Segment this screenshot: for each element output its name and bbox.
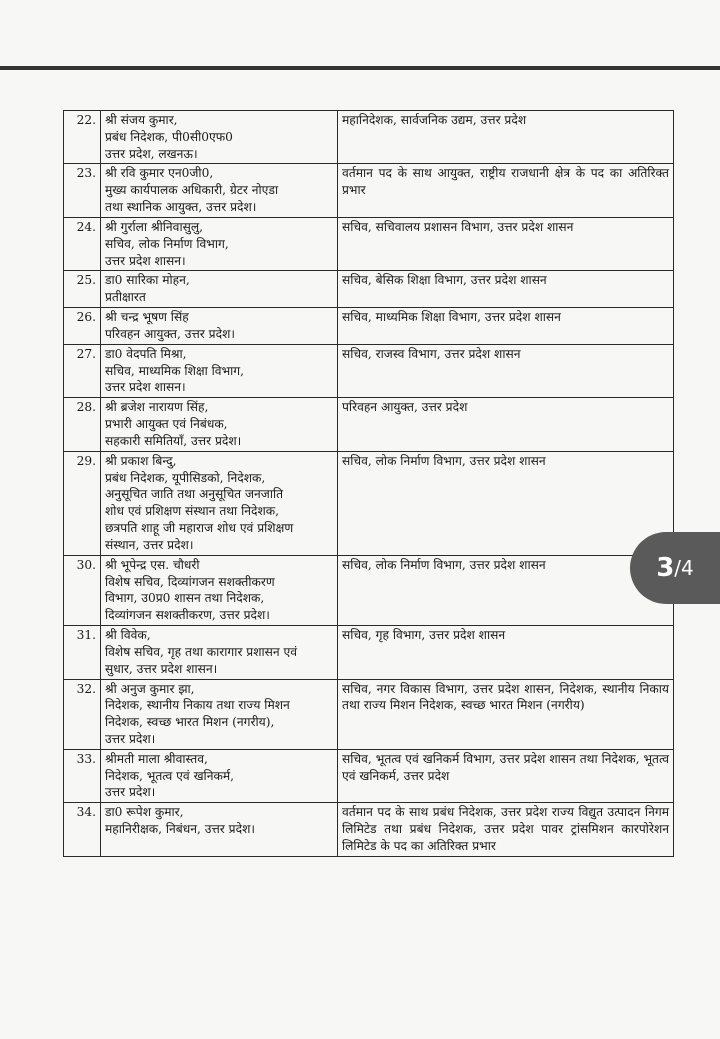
officer-current-post xyxy=(101,308,338,345)
new-posting: महानिदेशक, सार्वजनिक उद्यम, उत्तर प्रदेश xyxy=(338,111,674,164)
table-row xyxy=(64,164,674,217)
officer-line: डा0 वेदपति मिश्रा, xyxy=(105,346,187,361)
new-posting: सचिव, लोक निर्माण विभाग, उत्तर प्रदेश शासन xyxy=(338,451,674,555)
table-row xyxy=(64,803,674,856)
officer-line: श्री विवेक, xyxy=(105,628,151,643)
table-row xyxy=(64,679,674,749)
table-row xyxy=(64,271,674,308)
new-posting: सचिव, गृह विभाग, उत्तर प्रदेश शासन xyxy=(338,626,674,679)
new-posting: सचिव, राजस्व विभाग, उत्तर प्रदेश शासन xyxy=(338,344,674,397)
officer-line: श्री अनुज कुमार झा, xyxy=(105,681,195,696)
officer-line: विशेष सचिव, गृह तथा कारागार प्रशासन एवं xyxy=(105,644,298,659)
officer-line: श्री चन्द्र भूषण सिंह xyxy=(105,310,189,325)
officer-line: डा0 सारिका मोहन, xyxy=(105,273,190,288)
table-row xyxy=(64,308,674,345)
officer-line: परिवहन आयुक्त, उत्तर प्रदेश। xyxy=(105,326,235,341)
officer-current-post xyxy=(101,344,338,397)
row-number: 26. xyxy=(64,308,101,345)
officer-line: श्री प्रकाश बिन्दु, xyxy=(105,453,177,468)
new-posting: सचिव, लोक निर्माण विभाग, उत्तर प्रदेश शासन xyxy=(338,555,674,625)
officer-line: निदेशक, स्वच्छ भारत मिशन (नगरीय), xyxy=(105,715,275,730)
page-current: 3 xyxy=(656,553,675,583)
row-number: 23. xyxy=(64,164,101,217)
new-posting: सचिव, बेसिक शिक्षा विभाग, उत्तर प्रदेश शासन xyxy=(338,271,674,308)
officer-line: सचिव, लोक निर्माण विभाग, xyxy=(105,236,229,251)
row-number: 32. xyxy=(64,679,101,749)
row-number: 34. xyxy=(64,803,101,856)
officer-line: सुधार, उत्तर प्रदेश शासन। xyxy=(105,661,218,676)
officer-current-post xyxy=(101,398,338,451)
officer-line: श्री रवि कुमार एन0जी0, xyxy=(105,166,214,181)
officer-line: श्री ब्रजेश नारायण सिंह, xyxy=(105,400,209,415)
officer-line: महानिरीक्षक, निबंधन, उत्तर प्रदेश। xyxy=(105,822,255,837)
officer-line: अनुसूचित जाति तथा अनुसूचित जनजाति xyxy=(105,487,284,502)
new-posting: वर्तमान पद के साथ आयुक्त, राष्ट्रीय राजधानी क्षेत्र के पद का अतिरिक्त प्रभार xyxy=(338,164,674,217)
page-indicator[interactable] xyxy=(630,532,720,604)
row-number: 24. xyxy=(64,217,101,270)
officer-line: प्रभारी आयुक्त एवं निबंधक, xyxy=(105,417,228,432)
officer-line: सहकारी समितियाँ, उत्तर प्रदेश। xyxy=(105,433,242,448)
officer-current-post xyxy=(101,626,338,679)
table-row xyxy=(64,749,674,802)
page-separator: / xyxy=(674,556,682,580)
table-row xyxy=(64,626,674,679)
new-posting: सचिव, सचिवालय प्रशासन विभाग, उत्तर प्रदेश शासन xyxy=(338,217,674,270)
officer-current-post xyxy=(101,111,338,164)
top-divider xyxy=(0,66,720,70)
officer-current-post xyxy=(101,679,338,749)
officer-line: तथा स्थानिक आयुक्त, उत्तर प्रदेश। xyxy=(105,200,257,215)
officer-line: श्री संजय कुमार, xyxy=(105,113,178,127)
officer-line: प्रबंध निदेशक, यूपीसिडको, निदेशक, xyxy=(105,470,266,485)
row-number: 25. xyxy=(64,271,101,308)
officer-line: उत्तर प्रदेश, लखनऊ। xyxy=(105,146,198,161)
row-number: 31. xyxy=(64,626,101,679)
officer-current-post xyxy=(101,271,338,308)
officer-line: उत्तर प्रदेश। xyxy=(105,731,156,746)
officer-line: छत्रपति शाहू जी महाराज शोध एवं प्रशिक्षण xyxy=(105,521,294,536)
row-number: 29. xyxy=(64,451,101,555)
page-total: 4 xyxy=(681,556,694,580)
table-row xyxy=(64,451,674,555)
officer-current-post xyxy=(101,803,338,856)
officer-current-post xyxy=(101,217,338,270)
officer-current-post xyxy=(101,164,338,217)
officer-line: निदेशक, भूतत्व एवं खनिकर्म, xyxy=(105,768,234,783)
officer-line: मुख्य कार्यपालक अधिकारी, ग्रेटर नोएडा xyxy=(105,183,279,198)
officer-line: संस्थान, उत्तर प्रदेश। xyxy=(105,537,194,552)
officer-current-post xyxy=(101,749,338,802)
officer-line: उत्तर प्रदेश शासन। xyxy=(105,380,186,395)
officer-line: प्रबंध निदेशक, पी0सी0एफ0 xyxy=(105,129,233,144)
officer-current-post xyxy=(101,555,338,625)
officer-line: दिव्यांगजन सशक्तीकरण, उत्तर प्रदेश। xyxy=(105,608,270,623)
officer-line: श्री गुर्राला श्रीनिवासुलु, xyxy=(105,219,203,234)
officer-line: सचिव, माध्यमिक शिक्षा विभाग, xyxy=(105,363,245,378)
new-posting: सचिव, भूतत्व एवं खनिकर्म विभाग, उत्तर प्रदेश शासन तथा निदेशक, भूतत्व एवं खनिकर्म, उत्तर प्रदेश xyxy=(338,749,674,802)
new-posting: वर्तमान पद के साथ प्रबंध निदेशक, उत्तर प्रदेश राज्य विद्युत उत्पादन निगम लिमिटेड तथा प्रबंध निदेशक, उत्तर प्रदेश पावर ट्रांसमिशन कारपोरेशन लिमिटेड के पद का अतिरिक्त प्रभार xyxy=(338,803,674,856)
officer-line: श्रीमती माला श्रीवास्तव, xyxy=(105,751,208,766)
officer-line: प्रतीक्षारत xyxy=(105,290,146,305)
officer-line: श्री भूपेन्द्र एस. चौधरी xyxy=(105,557,200,572)
new-posting: परिवहन आयुक्त, उत्तर प्रदेश xyxy=(338,398,674,451)
officer-line: निदेशक, स्थानीय निकाय तथा राज्य मिशन xyxy=(105,698,290,713)
officer-line: उत्तर प्रदेश शासन। xyxy=(105,253,186,268)
table-row xyxy=(64,111,674,164)
officer-line: विशेष सचिव, दिव्यांगजन सशक्तीकरण xyxy=(105,574,275,589)
officer-line: उत्तर प्रदेश। xyxy=(105,785,156,800)
row-number: 33. xyxy=(64,749,101,802)
new-posting: सचिव, माध्यमिक शिक्षा विभाग, उत्तर प्रदेश शासन xyxy=(338,308,674,345)
table-body xyxy=(64,111,674,857)
new-posting: सचिव, नगर विकास विभाग, उत्तर प्रदेश शासन, निदेशक, स्थानीय निकाय तथा राज्य मिशन निदेशक, स्वच्छ भारत मिशन (नगरीय) xyxy=(338,679,674,749)
officer-line: विभाग, उ0प्र0 शासन तथा निदेशक, xyxy=(105,591,265,606)
officer-line: शोध एवं प्रशिक्षण संस्थान तथा निदेशक, xyxy=(105,504,280,519)
row-number: 30. xyxy=(64,555,101,625)
officer-line: डा0 रूपेश कुमार, xyxy=(105,805,184,820)
row-number: 27. xyxy=(64,344,101,397)
row-number: 28. xyxy=(64,398,101,451)
officer-current-post xyxy=(101,451,338,555)
table-row xyxy=(64,344,674,397)
table-row xyxy=(64,217,674,270)
row-number: 22. xyxy=(64,111,101,164)
table-row xyxy=(64,555,674,625)
transfer-table xyxy=(63,110,674,857)
table-row xyxy=(64,398,674,451)
